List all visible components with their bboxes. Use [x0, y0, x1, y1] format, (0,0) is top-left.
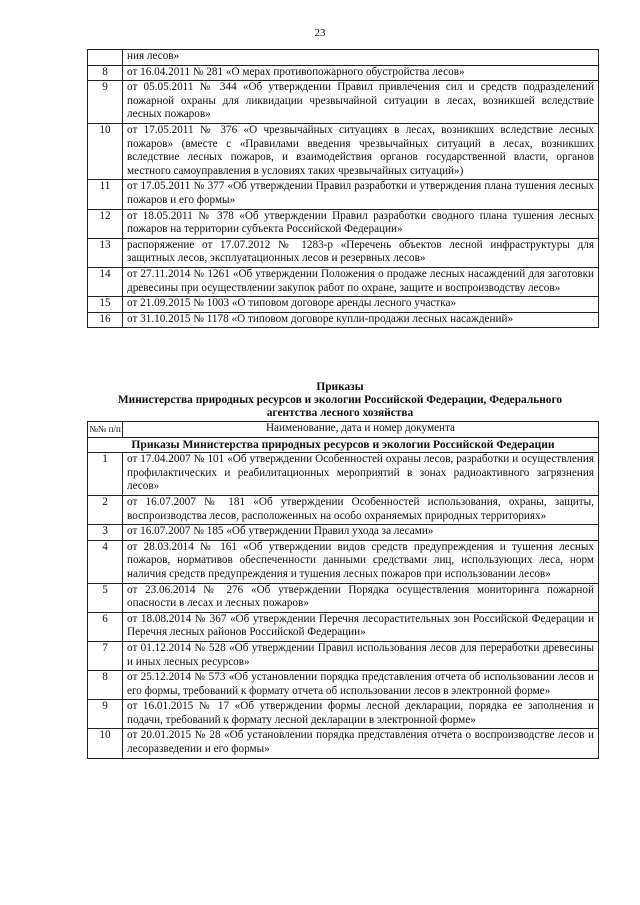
document-title: от 17.05.2011 № 376 «О чрезвычайных ситуациях в лесах, возникших вследствие лесных пожаров» (вместе с «Правилами введения чрезвычайных ситуаций в лесах, возникших вследствие лесных пожаров, и взаимодействия органов государственной власти, органов местного самоуправления в условиях таких чрезвычайных ситуаций») [123, 123, 599, 179]
document-title: от 21.09.2015 № 1003 «О типовом договоре аренды лесного участка» [123, 297, 599, 313]
table-row [88, 729, 599, 758]
document-title: от 23.06.2014 № 276 «Об утверждении Порядка осуществления мониторинга пожарной опасности в лесах и лесных пожаров» [123, 583, 599, 612]
table-row [88, 641, 599, 670]
row-number: 10 [88, 729, 123, 758]
table-row [88, 50, 599, 66]
document-title: от 20.01.2015 № 28 «Об установлении порядка представления отчета о воспроизводстве лесов и лесоразведении и его формы» [123, 729, 599, 758]
row-number: 8 [88, 671, 123, 700]
table-row [88, 453, 599, 496]
row-number: 14 [88, 267, 123, 296]
row-number: 12 [88, 209, 123, 238]
table-row [88, 612, 599, 641]
row-number: 9 [88, 700, 123, 729]
row-number: 6 [88, 612, 123, 641]
row-number: 7 [88, 641, 123, 670]
subsection-row [88, 437, 599, 453]
ministry-orders-table-body [88, 437, 599, 758]
subsection-heading: Приказы Министерства природных ресурсов и экологии Российской Федерации [88, 437, 599, 453]
header-number: №№ п/п [88, 422, 123, 438]
row-number: 1 [88, 453, 123, 496]
document-title: от 16.01.2015 № 17 «Об утверждении формы лесной декларации, порядка ее заполнения и подачи, требований к формату лесной декларации в электронной форме» [123, 700, 599, 729]
table-row [88, 123, 599, 179]
row-number: 10 [88, 123, 123, 179]
document-title: от 18.05.2011 № 378 «Об утверждении Правил разработки сводного плана тушения лесных пожаров на территории субъекта Российской Федерации» [123, 209, 599, 238]
table-row [88, 81, 599, 124]
row-number: 16 [88, 312, 123, 328]
table-row [88, 267, 599, 296]
government-decrees-table-body [88, 50, 599, 328]
document-title: от 17.04.2007 № 101 «Об утверждении Особенностей охраны лесов, разработки и осуществления профилактических и реабилитационных мероприятий в зонах радиоактивного загрязнения лесов» [123, 453, 599, 496]
document-title: от 27.11.2014 № 1261 «Об утверждении Положения о продаже лесных насаждений для заготовки древесины при осуществлении закупок работ по охране, защите и воспроизводству лесов» [123, 267, 599, 296]
document-title: от 25.12.2014 № 573 «Об установлении порядка представления отчета об использовании лесов и его формы, требований к формату отчета об использовании лесов в электронной форме» [123, 671, 599, 700]
document-title: ния лесов» [123, 50, 599, 66]
table-row [88, 525, 599, 541]
government-decrees-table [87, 49, 599, 328]
table-row [88, 238, 599, 267]
document-title: от 16.07.2007 № 185 «Об утверждении Правил ухода за лесами» [123, 525, 599, 541]
document-title: от 28.03.2014 № 161 «Об утверждении видов средств предупреждения и тушения лесных пожаров, нормативов обеспеченности данными средствами лиц, использующих леса, норм наличия средств предупреждения и тушения лесных пожаров при использовании лесов» [123, 540, 599, 583]
document-title: от 31.10.2015 № 1178 «О типовом договоре купли-продажи лесных насаждений» [123, 312, 599, 328]
table-row [88, 583, 599, 612]
table-row [88, 540, 599, 583]
row-number: 5 [88, 583, 123, 612]
table-row [88, 671, 599, 700]
row-number: 4 [88, 540, 123, 583]
row-number: 2 [88, 495, 123, 524]
section-heading-subtitle: Министерства природных ресурсов и экологии Российской Федерации, Федерального [117, 394, 563, 406]
table-row [88, 209, 599, 238]
document-title: от 17.05.2011 № 377 «Об утверждении Правил разработки и утверждения плана тушения лесных пожаров и его формы» [123, 180, 599, 209]
table-row [88, 180, 599, 209]
table-row [88, 297, 599, 313]
document-title: от 01.12.2014 № 528 «Об утверждении Правил использования лесов для переработки древесины и иных лесных ресурсов» [123, 641, 599, 670]
table-header-row [88, 422, 599, 438]
table-row [88, 65, 599, 81]
document-title: от 16.04.2011 № 281 «О мерах противопожарного обустройства лесов» [123, 65, 599, 81]
table-row [88, 700, 599, 729]
section-heading-title: Приказы [316, 381, 364, 393]
row-number [88, 50, 123, 66]
section-heading-subtitle-cont: агентства лесного хозяйства [266, 407, 414, 419]
document-title: распоряжение от 17.07.2012 № 1283-р «Перечень объектов лесной инфраструктуры для защитных лесов, эксплуатационных лесов и резервных лесов» [123, 238, 599, 267]
document-title: от 18.08.2014 № 367 «Об утверждении Перечня лесорастительных зон Российской Федерации и Перечня лесных районов Российской Федерации» [123, 612, 599, 641]
row-number: 11 [88, 180, 123, 209]
table-row [88, 312, 599, 328]
row-number: 15 [88, 297, 123, 313]
row-number: 8 [88, 65, 123, 81]
row-number: 3 [88, 525, 123, 541]
row-number: 13 [88, 238, 123, 267]
page-number: 23 [314, 27, 326, 39]
ministry-orders-table [87, 421, 599, 759]
row-number: 9 [88, 81, 123, 124]
table-row [88, 495, 599, 524]
document-title: от 16.07.2007 № 181 «Об утверждении Особенностей использования, охраны, защиты, воспроизводства лесов, расположенных на особо охраняемых природных территориях» [123, 495, 599, 524]
header-document-name: Наименование, дата и номер документа [123, 422, 599, 438]
document-title: от 05.05.2011 № 344 «Об утверждении Правил привлечения сил и средств подразделений пожарной охраны для ликвидации чрезвычайной ситуации в лесах, возникшей вследствие лесных пожаров» [123, 81, 599, 124]
